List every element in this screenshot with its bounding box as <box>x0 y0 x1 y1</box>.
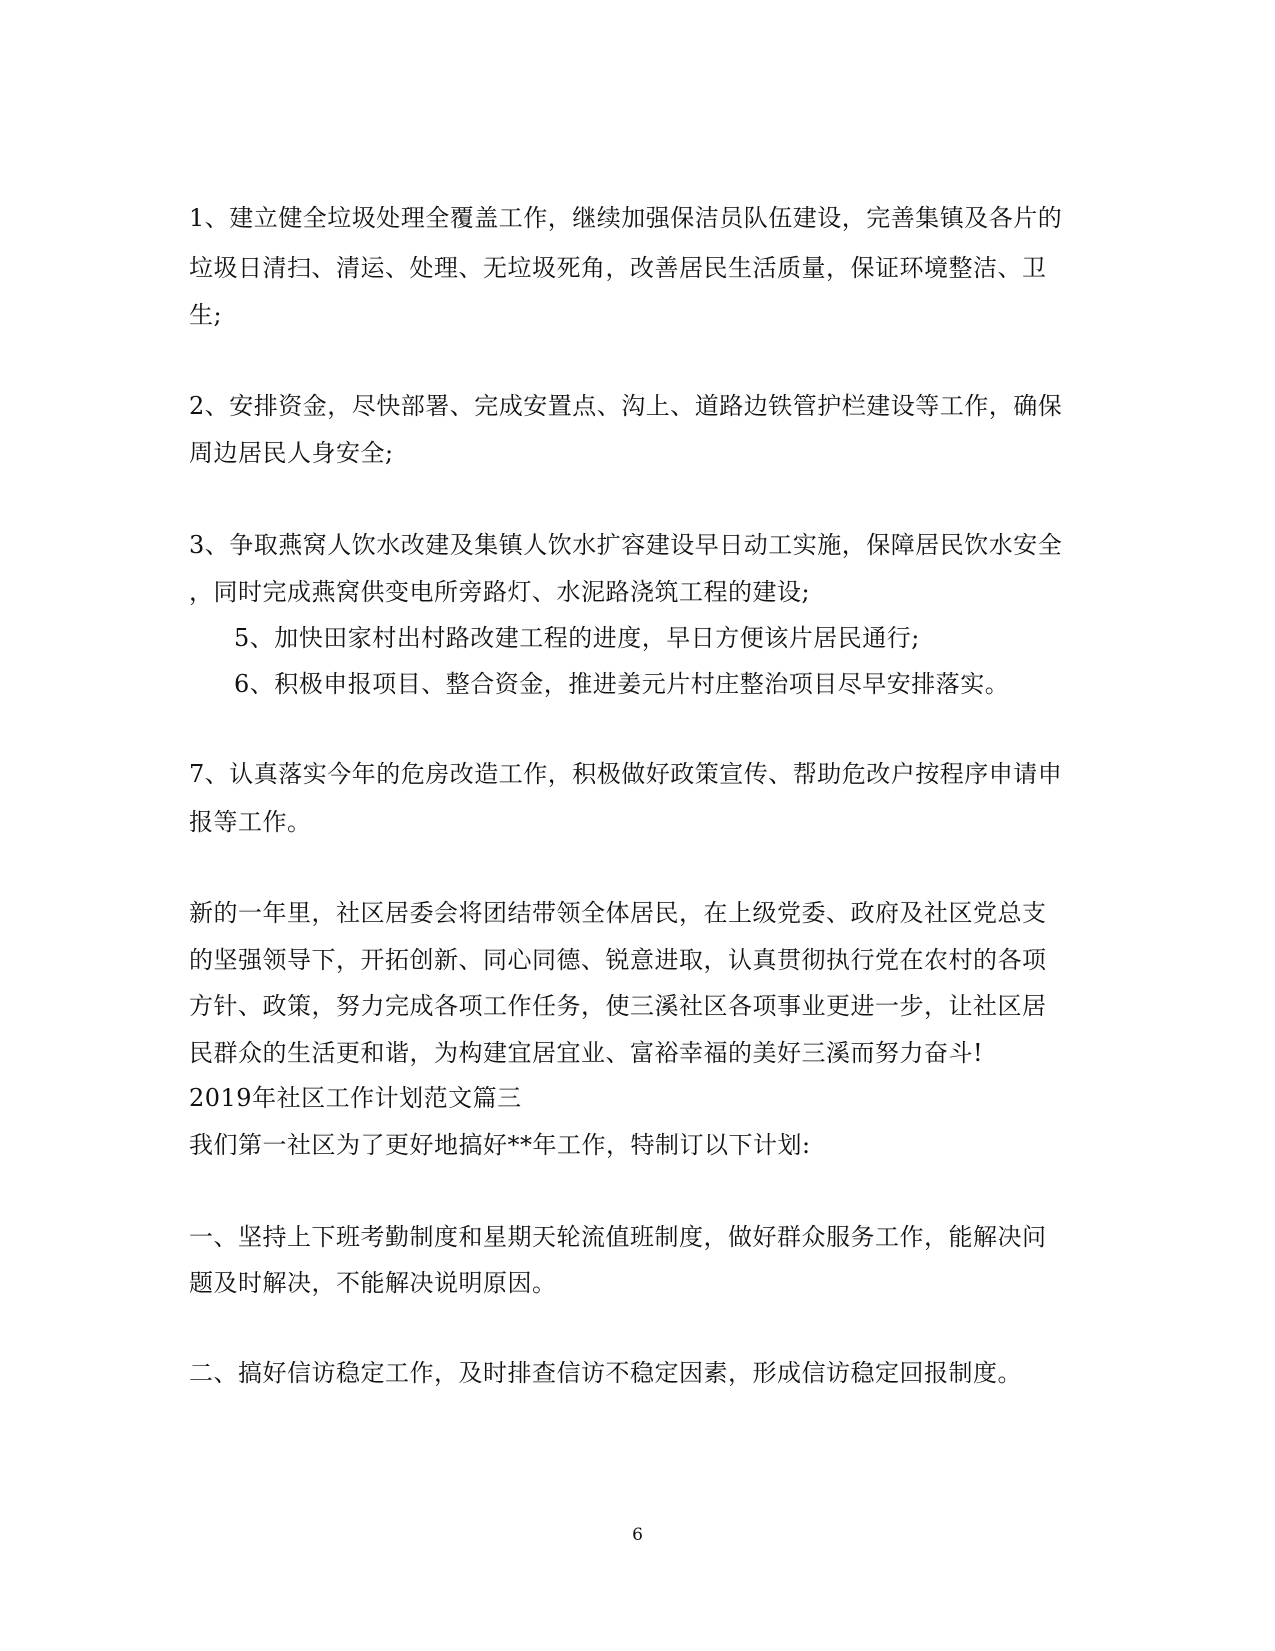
paragraph-4-line-2: 报等工作。 <box>189 808 312 836</box>
page-number: 6 <box>632 1525 643 1545</box>
paragraph-4-line-1: 7、认真落实今年的危房改造工作，积极做好政策宣传、帮助危改户按程序申请申 <box>189 760 1063 788</box>
paragraph-6-line-2: 题及时解决，不能解决说明原因。 <box>189 1269 557 1297</box>
paragraph-6-line-1: 一、坚持上下班考勤制度和星期天轮流值班制度，做好群众服务工作，能解决问 <box>189 1223 1047 1251</box>
paragraph-1-line-3: 生; <box>189 301 223 329</box>
paragraph-1-line-2: 垃圾日清扫、清运、处理、无垃圾死角，改善居民生活质量，保证环境整洁、卫 <box>189 254 1047 282</box>
paragraph-2-line-1: 2、安排资金，尽快部署、完成安置点、沟上、道路边铁管护栏建设等工作，确保 <box>189 392 1063 420</box>
paragraph-5-line-4: 民群众的生活更和谐，为构建宜居宜业、富裕幸福的美好三溪而努力奋斗! <box>189 1039 984 1067</box>
paragraph-3-line-2: ，同时完成燕窝供变电所旁路灯、水泥路浇筑工程的建设; <box>189 578 811 606</box>
paragraph-2-line-2: 周边居民人身安全; <box>189 439 394 467</box>
paragraph-3-line-3: 5、加快田家村出村路改建工程的进度，早日方便该片居民通行; <box>234 624 920 652</box>
paragraph-1-line-1: 1、建立健全垃圾处理全覆盖工作，继续加强保洁员队伍建设，完善集镇及各片的 <box>189 204 1063 232</box>
paragraph-3-line-1: 3、争取燕窝人饮水改建及集镇人饮水扩容建设早日动工实施，保障居民饮水安全 <box>189 531 1063 559</box>
paragraph-5-line-2: 的坚强领导下，开拓创新、同心同德、锐意进取，认真贯彻执行党在农村的各项 <box>189 946 1047 974</box>
paragraph-3-line-4: 6、积极申报项目、整合资金，推进姜元片村庄整治项目尽早安排落实。 <box>234 670 1010 698</box>
paragraph-5-line-3: 方针、政策，努力完成各项工作任务，使三溪社区各项事业更进一步，让社区居 <box>189 992 1047 1020</box>
section-heading: 2019年社区工作计划范文篇三 <box>189 1084 522 1112</box>
paragraph-5-line-1: 新的一年里，社区居委会将团结带领全体居民，在上级党委、政府及社区党总支 <box>189 899 1047 927</box>
paragraph-5-line-6: 我们第一社区为了更好地搞好**年工作，特制订以下计划: <box>189 1131 811 1159</box>
paragraph-7-line-1: 二、搞好信访稳定工作，及时排查信访不稳定因素，形成信访稳定回报制度。 <box>189 1359 1022 1387</box>
